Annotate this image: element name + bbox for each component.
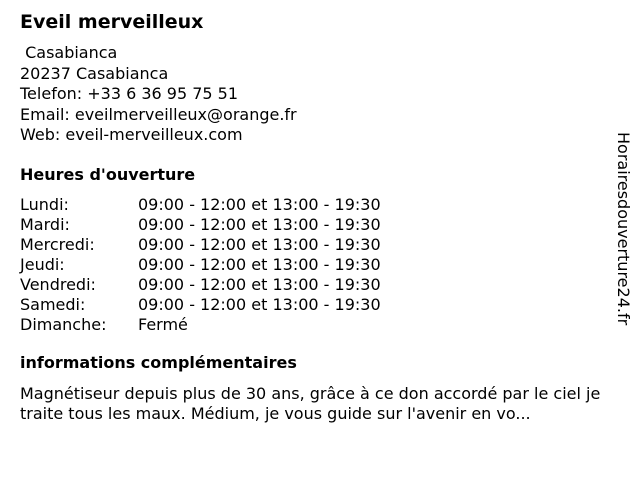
day-label: Dimanche:: [20, 314, 107, 334]
opening-hours-heading: Heures d'ouverture: [20, 164, 196, 184]
time-value: 09:00 - 12:00 et 13:00 - 19:30: [138, 214, 381, 234]
watermark-text: Horairesdouverture24.fr: [614, 132, 633, 326]
time-value: 09:00 - 12:00 et 13:00 - 19:30: [138, 294, 381, 314]
additional-info-heading: informations complémentaires: [20, 352, 297, 372]
time-value: 09:00 - 12:00 et 13:00 - 19:30: [138, 234, 381, 254]
day-label: Mercredi:: [20, 234, 95, 254]
hours-row-friday: [20, 275, 610, 295]
time-value: 09:00 - 12:00 et 13:00 - 19:30: [138, 194, 381, 214]
contact-block: [20, 43, 610, 146]
day-label: Jeudi:: [20, 254, 65, 274]
day-label: Mardi:: [20, 214, 70, 234]
day-label: Lundi:: [20, 194, 69, 214]
email-address: Email: eveilmerveilleux@orange.fr: [20, 104, 297, 124]
time-value: 09:00 - 12:00 et 13:00 - 19:30: [138, 254, 381, 274]
website-address: Web: eveil-merveilleux.com: [20, 125, 243, 144]
business-name: Eveil merveilleux: [20, 11, 204, 33]
hours-row-tuesday: [20, 215, 610, 235]
day-label: Samedi:: [20, 294, 86, 314]
business-card: [20, 10, 610, 424]
hours-row-thursday: [20, 255, 610, 275]
hours-row-sunday: [20, 315, 610, 335]
address-street: Casabianca: [20, 43, 118, 62]
time-value: 09:00 - 12:00 et 13:00 - 19:30: [138, 274, 381, 294]
hours-row-monday: [20, 195, 610, 215]
address-city: 20237 Casabianca: [20, 63, 169, 83]
additional-info-text: Magnétiseur depuis plus de 30 ans, grâce à ce don accordé par le ciel je traite tous les maux. Médium, je vous guide sur l'avenir en vo...: [20, 383, 601, 423]
phone-number: Telefon: +33 6 36 95 75 51: [20, 84, 239, 103]
hours-row-saturday: [20, 295, 610, 315]
watermark: [613, 132, 633, 342]
opening-hours-table: [20, 195, 610, 335]
time-value: Fermé: [138, 314, 188, 334]
hours-row-wednesday: [20, 235, 610, 255]
day-label: Vendredi:: [20, 274, 96, 294]
